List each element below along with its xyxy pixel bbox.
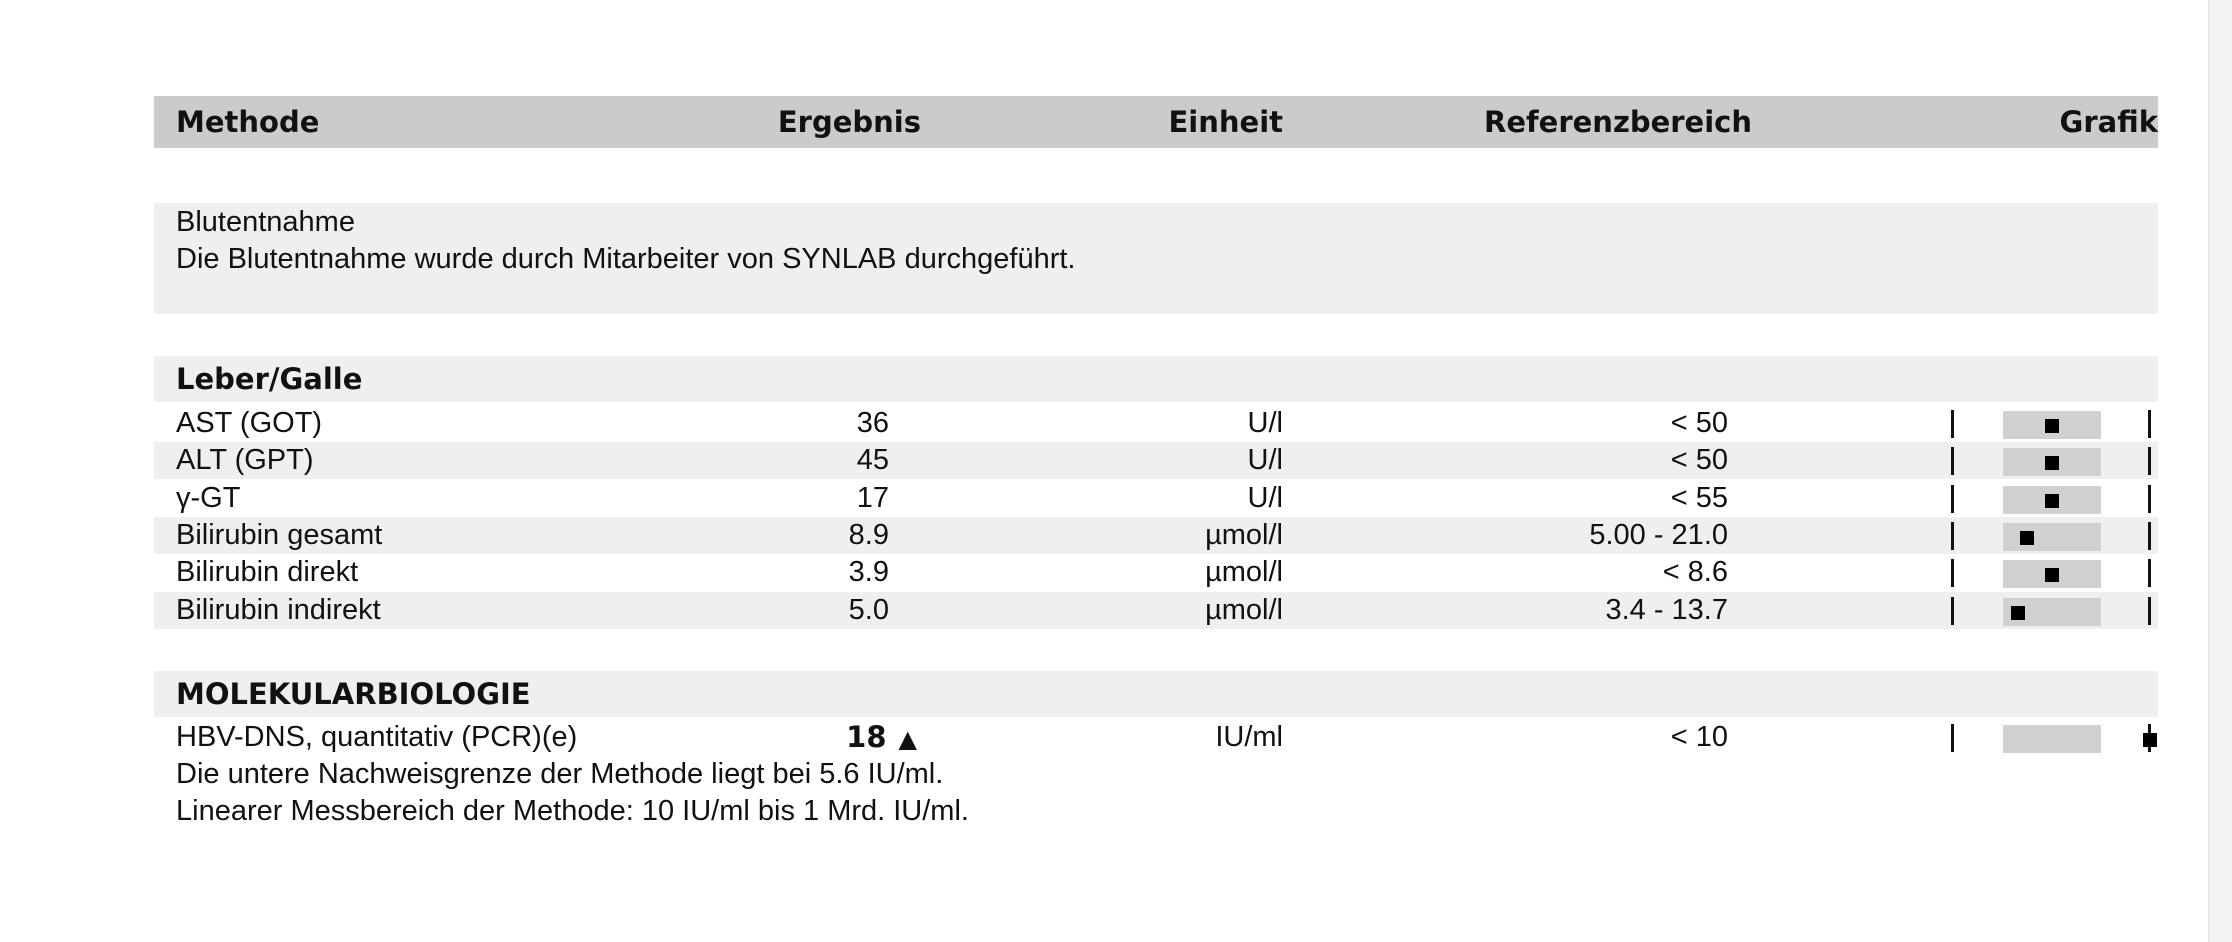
row-stripe [154, 442, 2158, 479]
graphic-left-bound [1951, 447, 1954, 475]
table-row [0, 592, 2208, 629]
graphic-right-bound [2148, 410, 2151, 438]
row-method: γ-GT [176, 481, 241, 514]
row-result: 5.0 [848, 593, 889, 626]
table-row [0, 480, 2208, 517]
header-unit: Einheit [1168, 105, 1283, 139]
graphic-right-bound [2148, 522, 2151, 550]
row-reference: < 50 [1670, 444, 1728, 477]
row-method: Bilirubin gesamt [176, 518, 383, 551]
graphic-right-bound [2148, 447, 2151, 475]
row-result-value: 18 [846, 720, 887, 754]
row-reference: < 8.6 [1662, 556, 1728, 589]
graphic-left-bound [1951, 724, 1954, 752]
row-method: HBV-DNS, quantitativ (PCR)(e) [176, 721, 578, 753]
graphic-left-bound [1951, 485, 1954, 513]
row-reference: < 10 [1670, 721, 1728, 753]
row-stripe [154, 517, 2158, 554]
sampling-title: Blutentnahme [176, 206, 355, 238]
row-unit: IU/ml [1215, 721, 1283, 753]
liver-section-title: Leber/Galle [176, 362, 363, 396]
row-unit: U/l [1247, 407, 1283, 439]
up-triangle-icon: ▲ [898, 725, 917, 753]
row-reference: < 55 [1670, 481, 1728, 514]
graphic-value-marker [2143, 733, 2157, 747]
graphic-reference-box [2003, 523, 2101, 551]
table-row [0, 517, 2208, 554]
sampling-text: Die Blutentnahme wurde durch Mitarbeiter von SYNLAB durchgeführt. [176, 243, 1076, 275]
table-header [154, 96, 2158, 148]
header-method: Methode [176, 105, 320, 139]
graphic-value-marker [2045, 568, 2059, 582]
molecular-section-title: MOLEKULARBIOLOGIE [176, 677, 531, 711]
row-unit: U/l [1247, 444, 1283, 477]
graphic-left-bound [1951, 410, 1954, 438]
table-row [0, 554, 2208, 591]
row-unit: µmol/l [1205, 593, 1283, 626]
row-result: 3.9 [848, 556, 889, 589]
graphic-left-bound [1951, 522, 1954, 550]
molecular-note-2: Linearer Messbereich der Methode: 10 IU/ml bis 1 Mrd. IU/ml. [176, 795, 969, 827]
row-result: 8.9 [848, 518, 889, 551]
graphic-value-marker [2045, 419, 2059, 433]
row-result: 17 [856, 481, 889, 514]
molecular-note-1: Die untere Nachweisgrenze der Methode liegt bei 5.6 IU/ml. [176, 758, 944, 790]
graphic-value-marker [2045, 494, 2059, 508]
row-unit: U/l [1247, 481, 1283, 514]
row-unit: µmol/l [1205, 556, 1283, 589]
graphic-reference-box [2003, 725, 2101, 753]
row-result [846, 719, 917, 758]
table-row [0, 405, 2208, 442]
liver-section-header [154, 356, 2158, 402]
graphic-right-bound [2148, 485, 2151, 513]
row-reference: 3.4 - 13.7 [1605, 593, 1728, 626]
row-method: AST (GOT) [176, 407, 323, 439]
graphic-right-bound [2148, 597, 2151, 625]
graphic-left-bound [1951, 597, 1954, 625]
graphic-left-bound [1951, 559, 1954, 587]
row-result: 45 [856, 444, 889, 477]
row-unit: µmol/l [1205, 518, 1283, 551]
header-reference: Referenzbereich [1484, 105, 1752, 139]
row-method: ALT (GPT) [176, 444, 314, 477]
table-row [0, 719, 2208, 756]
row-method: Bilirubin direkt [176, 556, 359, 589]
graphic-value-marker [2011, 606, 2025, 620]
row-result: 36 [856, 407, 889, 439]
row-reference: 5.00 - 21.0 [1589, 518, 1728, 551]
graphic-value-marker [2045, 456, 2059, 470]
row-method: Bilirubin indirekt [176, 593, 381, 626]
graphic-right-bound [2148, 559, 2151, 587]
row-reference: < 50 [1670, 407, 1728, 439]
table-row [0, 442, 2208, 479]
page-edge [2208, 0, 2232, 942]
row-stripe [154, 592, 2158, 629]
graphic-value-marker [2020, 531, 2034, 545]
header-graphic: Grafik [2059, 105, 2158, 139]
header-result: Ergebnis [777, 105, 921, 139]
